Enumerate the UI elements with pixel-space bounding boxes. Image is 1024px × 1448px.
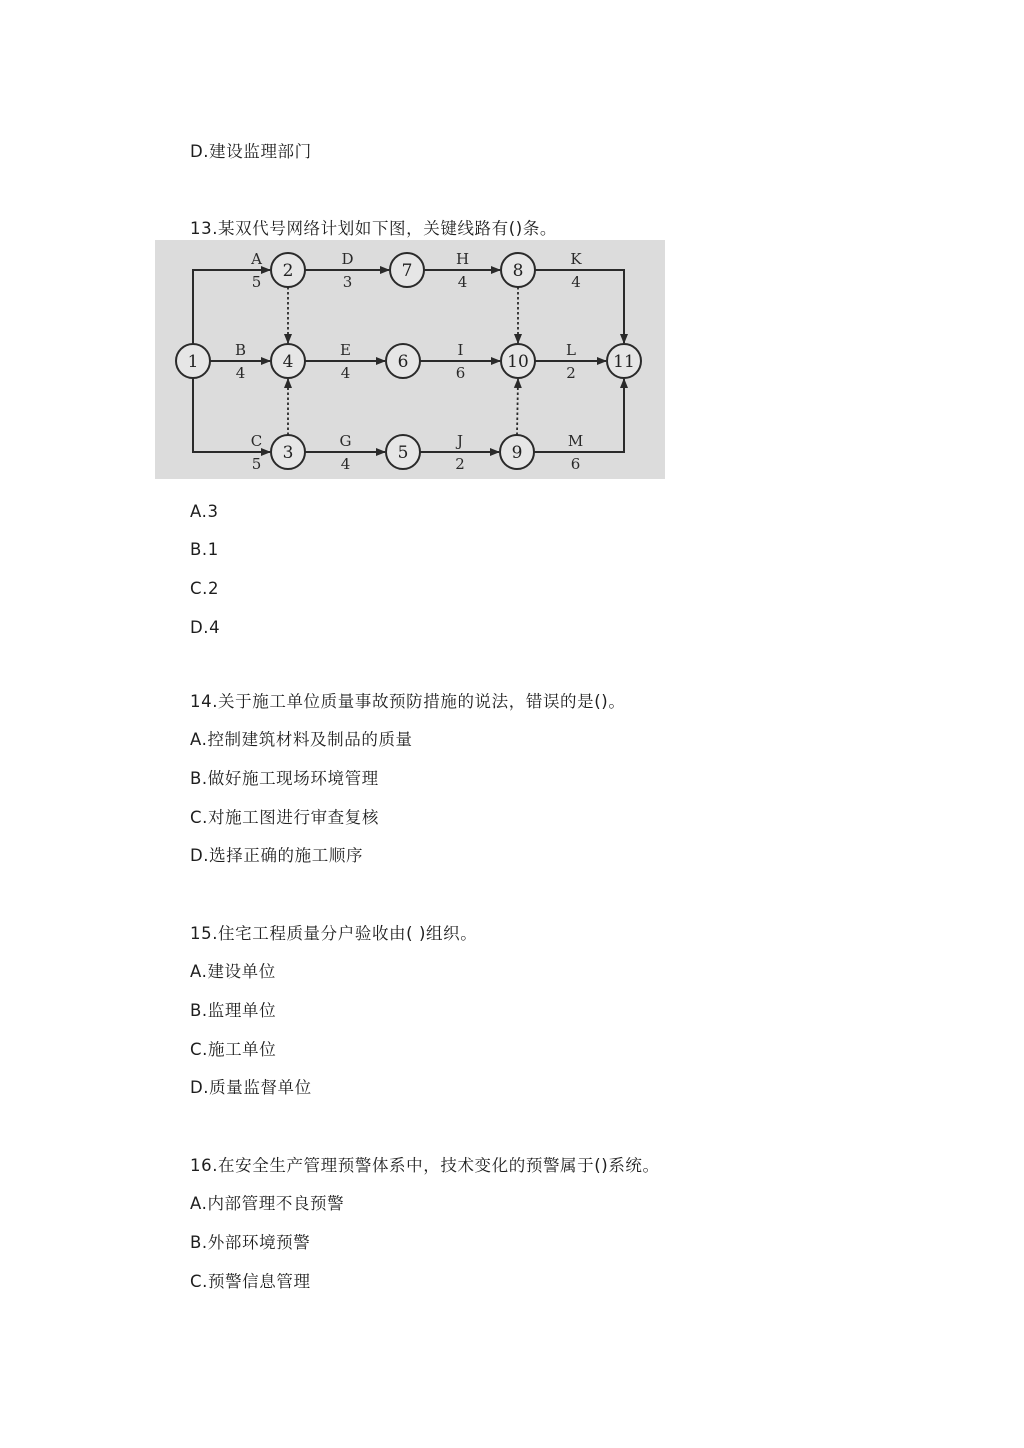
q15-option-a: A.建设单位 <box>190 962 276 981</box>
activity-duration-B: 4 <box>235 364 246 382</box>
activity-name-G: G <box>339 432 352 450</box>
activity-name-I: I <box>457 341 464 359</box>
q14-option-b: B.做好施工现场环境管理 <box>190 769 379 788</box>
q15-stem: 15.住宅工程质量分户验收由( )组织。 <box>190 924 478 943</box>
dummy-arrow-9-10 <box>517 379 518 435</box>
q14-stem: 14.关于施工单位质量事故预防措施的说法，错误的是()。 <box>190 692 626 711</box>
q14-option-c: C.对施工图进行审查复核 <box>190 808 379 827</box>
activity-name-L: L <box>566 341 576 359</box>
q13-stem: 13.某双代号网络计划如下图，关键线路有()条。 <box>190 219 558 238</box>
node-11-label: 11 <box>613 352 635 372</box>
node-6-label: 6 <box>397 352 409 372</box>
q14-option-a: A.控制建筑材料及制品的质量 <box>190 730 413 749</box>
activity-duration-A: 5 <box>251 273 262 291</box>
activity-name-H: H <box>455 250 470 268</box>
q13-option-c: C.2 <box>190 579 220 598</box>
node-2-label: 2 <box>282 261 294 281</box>
node-7-label: 7 <box>401 261 413 281</box>
q15-option-c: C.施工单位 <box>190 1040 277 1059</box>
activity-name-A: A <box>251 250 262 268</box>
activity-name-J: J <box>456 432 464 450</box>
activity-name-B: B <box>234 341 247 359</box>
network-diagram-svg <box>155 240 665 479</box>
node-8-label: 8 <box>512 261 524 281</box>
q13-option-a: A.3 <box>190 502 219 521</box>
activity-duration-G: 4 <box>340 455 351 473</box>
activity-name-K: K <box>570 250 582 268</box>
activity-duration-H: 4 <box>457 273 468 291</box>
activity-name-C: C <box>250 432 263 450</box>
activity-duration-C: 5 <box>251 455 262 473</box>
q13-option-b: B.1 <box>190 540 219 559</box>
q16-option-c: C.预警信息管理 <box>190 1272 311 1291</box>
q12-option-d: D.建设监理部门 <box>190 142 312 161</box>
node-9-label: 9 <box>511 443 523 463</box>
activity-duration-M: 6 <box>570 455 581 473</box>
q14-option-d: D.选择正确的施工顺序 <box>190 846 364 865</box>
activity-duration-E: 4 <box>340 364 351 382</box>
network-diagram <box>155 240 665 479</box>
q13-option-d: D.4 <box>190 618 221 637</box>
activity-duration-K: 4 <box>571 273 581 291</box>
q16-stem: 16.在安全生产管理预警体系中，技术变化的预警属于()系统。 <box>190 1156 660 1175</box>
node-10-label: 10 <box>507 352 529 372</box>
activity-duration-J: 2 <box>455 455 465 473</box>
node-4-label: 4 <box>282 352 294 372</box>
q16-option-a: A.内部管理不良预警 <box>190 1194 345 1213</box>
node-1-label: 1 <box>187 352 199 372</box>
activity-duration-L: 2 <box>566 364 576 382</box>
q15-option-d: D.质量监督单位 <box>190 1078 312 1097</box>
activity-name-M: M <box>567 432 584 450</box>
node-5-label: 5 <box>397 443 409 463</box>
activity-duration-D: 3 <box>342 273 353 291</box>
q16-option-b: B.外部环境预警 <box>190 1233 311 1252</box>
activity-name-D: D <box>341 250 354 268</box>
activity-duration-I: 6 <box>455 364 466 382</box>
q15-option-b: B.监理单位 <box>190 1001 277 1020</box>
activity-name-E: E <box>340 341 351 359</box>
node-3-label: 3 <box>282 443 294 463</box>
